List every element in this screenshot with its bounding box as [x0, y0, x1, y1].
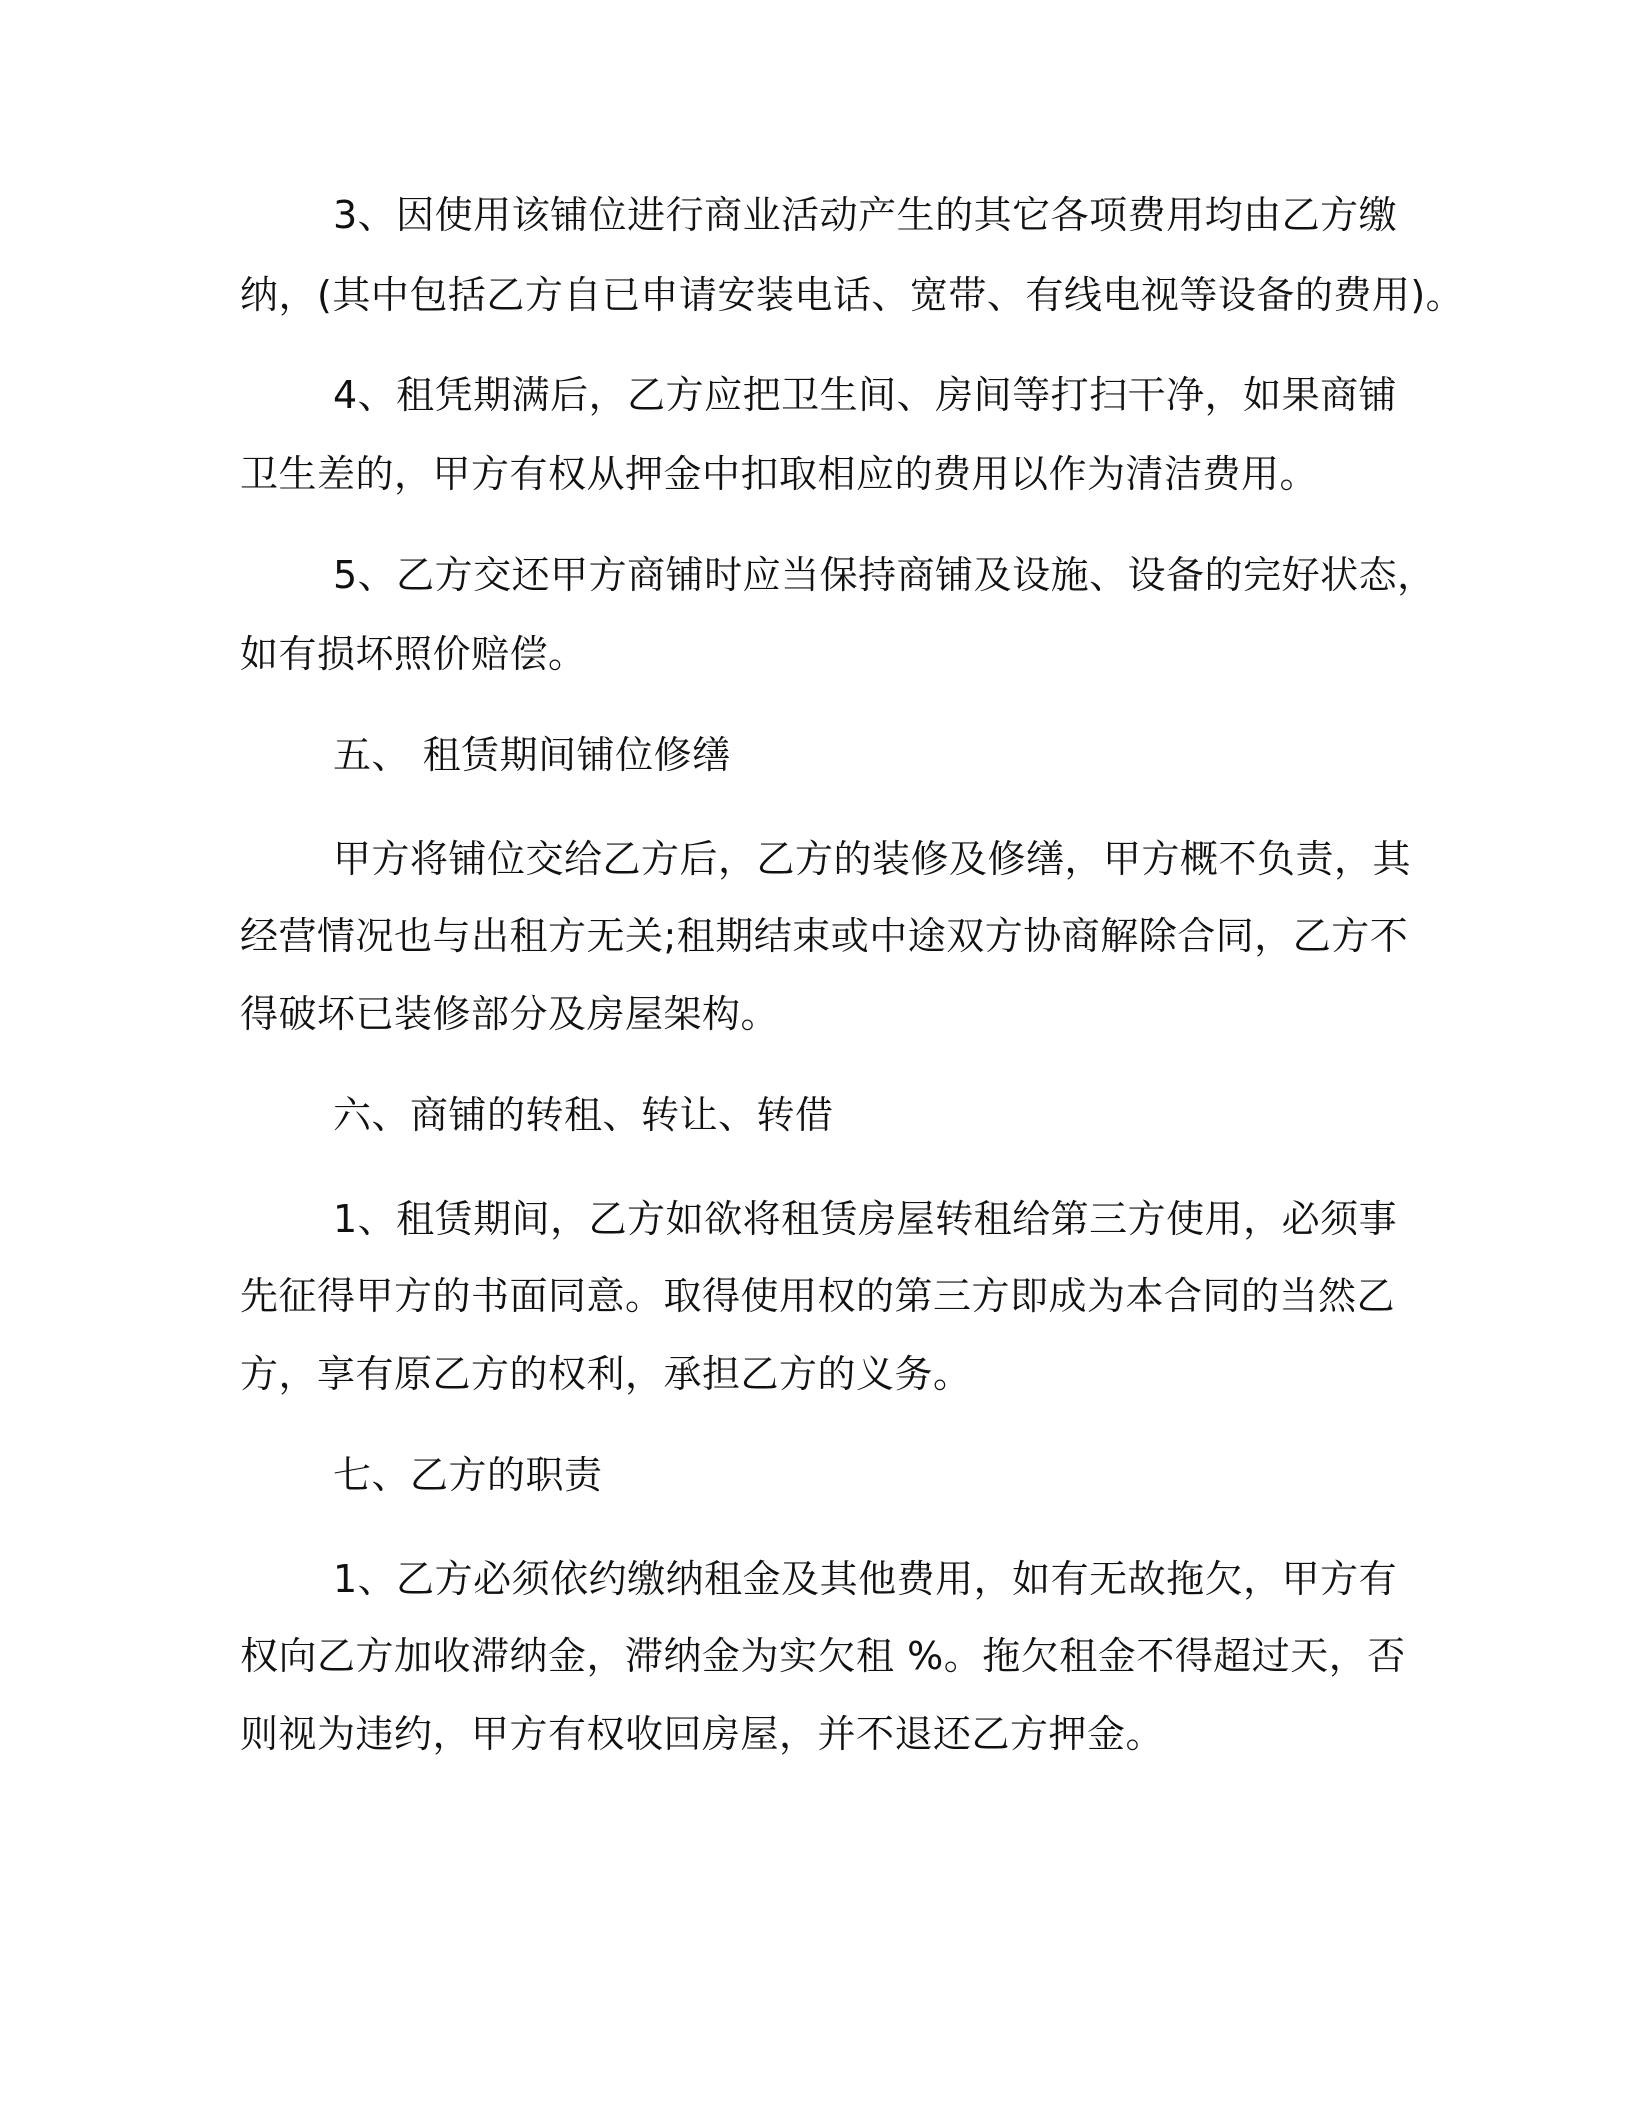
section-heading-6: 六、商铺的转租、转让、转借: [333, 1093, 834, 1137]
section-6-clause-1-line-3: 方，享有原乙方的权利，承担乙方的义务。: [240, 1352, 972, 1396]
section-7-clause-1-line-2: 权向乙方加收滞纳金，滞纳金为实欠租 %。拖欠租金不得超过天，否: [240, 1634, 1406, 1678]
clause-4-line-2: 卫生差的，甲方有权从押金中扣取相应的费用以作为清洁费用。: [240, 452, 1319, 496]
section-heading-5: 五、 租赁期间铺位修缮: [333, 733, 731, 777]
clause-3-line-2: 纳，(其中包括乙方自已申请安装电话、宽带、有线电视等设备的费用)。: [240, 273, 1465, 317]
section-6-clause-1-line-2: 先征得甲方的书面同意。取得使用权的第三方即成为本合同的当然乙: [240, 1274, 1396, 1318]
section-5-body-line-1: 甲方将铺位交给乙方后，乙方的装修及修缮，甲方概不负责，其: [333, 837, 1412, 881]
clause-3-line-1: 3、因使用该铺位进行商业活动产生的其它各项费用均由乙方缴: [333, 193, 1398, 237]
clause-5-line-1: 5、乙方交还甲方商铺时应当保持商铺及设施、设备的完好状态，: [333, 553, 1436, 597]
section-5-body-line-2: 经营情况也与出租方无关;租期结束或中途双方协商解除合同，乙方不: [240, 914, 1409, 958]
section-heading-7: 七、乙方的职责: [333, 1453, 603, 1497]
section-5-body-line-3: 得破坏已装修部分及房屋架构。: [240, 992, 780, 1036]
section-7-clause-1-line-1: 1、乙方必须依约缴纳租金及其他费用，如有无故拖欠，甲方有: [333, 1557, 1398, 1601]
clause-5-line-2: 如有损坏照价赔偿。: [240, 632, 587, 676]
section-6-clause-1-line-1: 1、租赁期间，乙方如欲将租赁房屋转租给第三方使用，必须事: [333, 1197, 1398, 1241]
clause-4-line-1: 4、租凭期满后，乙方应把卫生间、房间等打扫干净，如果商铺: [333, 373, 1398, 417]
section-7-clause-1-line-3: 则视为违约，甲方有权收回房屋，并不退还乙方押金。: [240, 1712, 1165, 1756]
